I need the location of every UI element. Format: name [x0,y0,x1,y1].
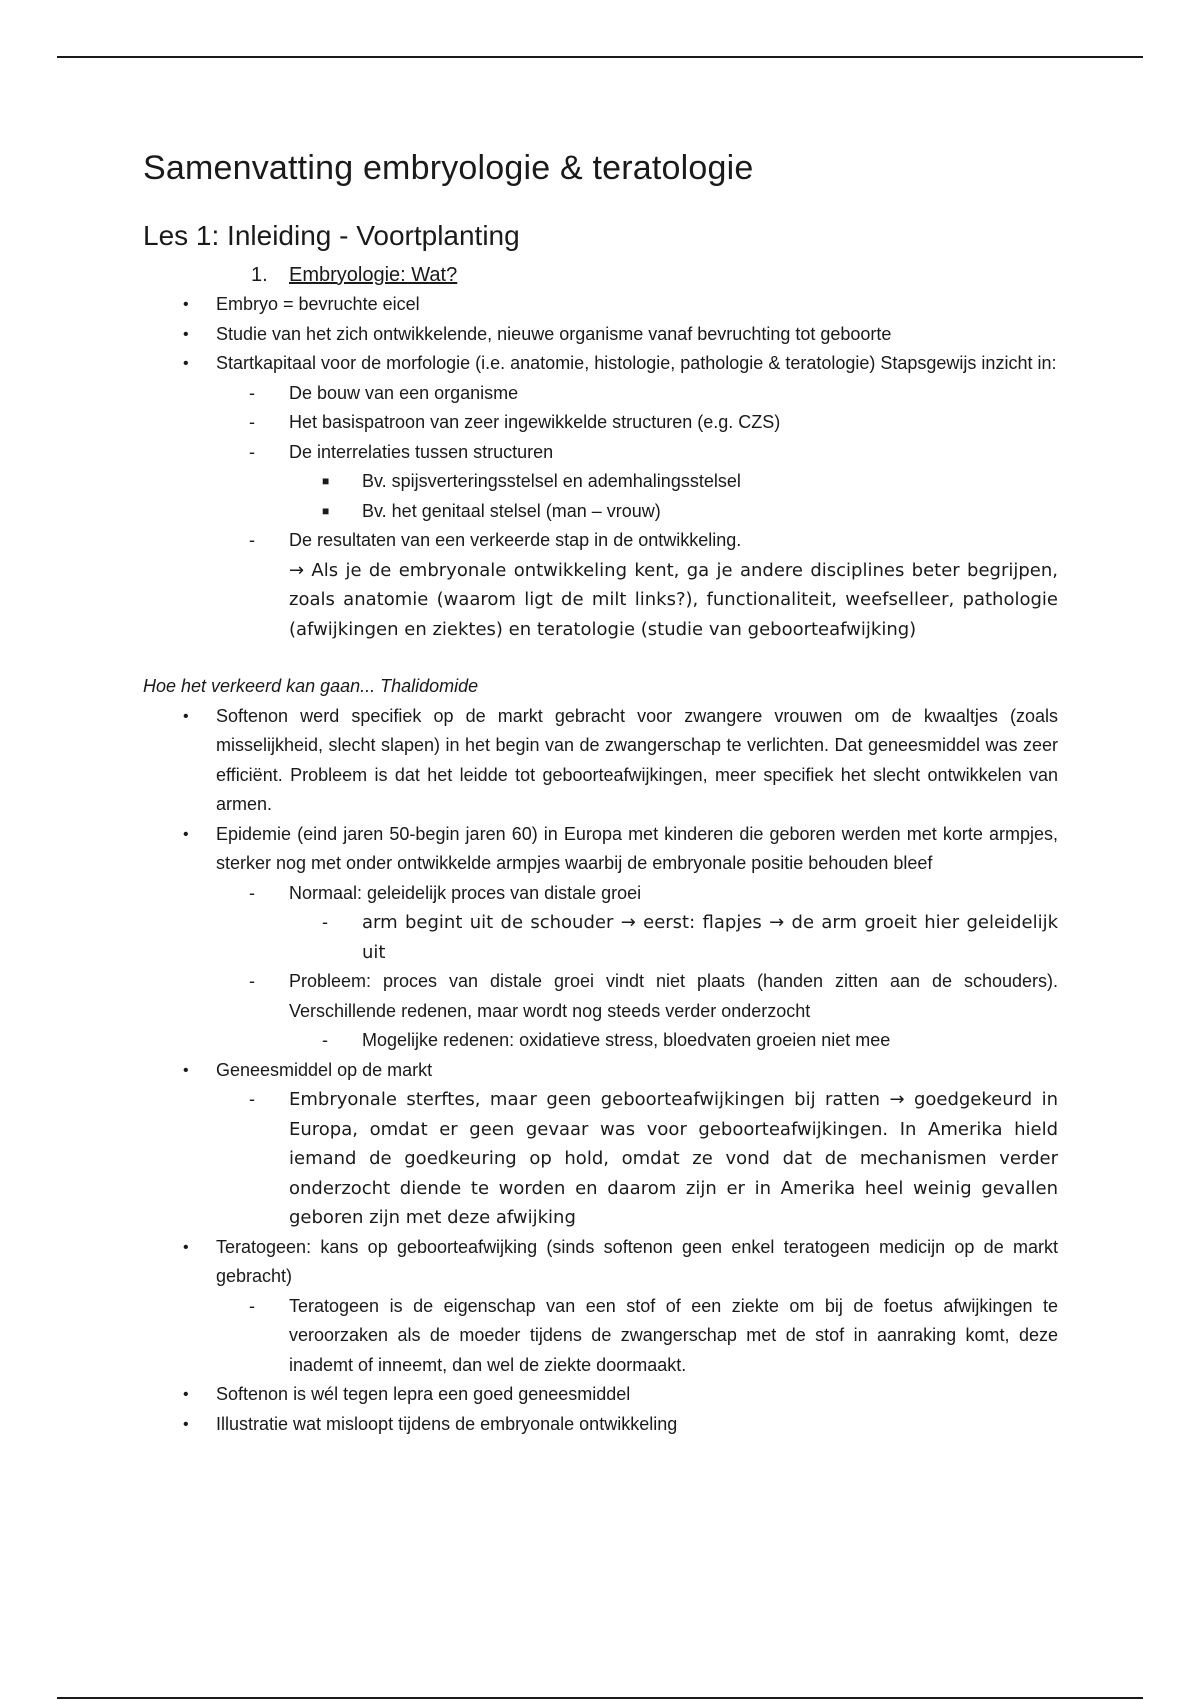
dash-marker: - [249,1089,255,1109]
sub-sub-list [289,467,1058,526]
sub-item-text: Normaal: geleidelijk proces van distale groei [289,882,642,903]
list-item-text: Teratogeen: kans op geboorteafwijking (sinds softenon geen enkel teratogeen medicijn op de markt gebracht) [216,1236,1058,1286]
list-item [143,320,1058,350]
sub-item-text: Het basispatroon van zeer ingewikkelde structuren (e.g. CZS) [289,412,781,432]
sub-item [216,438,1058,527]
bullet-marker: • [183,825,189,843]
section-heading-1 [251,260,1058,290]
sub-sub-item [289,497,1058,527]
bullet-marker: • [183,1415,189,1433]
dash-marker: - [322,912,328,932]
bullet-marker: • [183,1238,189,1256]
sub-sub-item-text: Bv. het genitaal stelsel (man – vrouw) [362,500,661,521]
list-item-text: Studie van het zich ontwikkelende, nieuwe organisme vanaf bevruchting tot geboorte [216,323,892,344]
dash-marker: - [322,1030,328,1050]
section-title: Embryologie: Wat? [289,264,458,286]
footer-rule [57,1697,1143,1699]
sub-sub-item-text: Mogelijke redenen: oxidatieve stress, bloedvaten groeien niet mee [362,1030,891,1050]
sub-item-text: De resultaten van een verkeerde stap in de ontwikkeling. [289,530,742,550]
list-item-text: Geneesmiddel op de markt [216,1059,433,1080]
list-item [143,1233,1058,1381]
dash-marker: - [249,441,255,462]
list-item [143,1056,1058,1233]
list-item [143,702,1058,820]
dash-marker: - [249,412,255,432]
sub-sub-item [289,908,1058,967]
bullet-marker: • [183,707,189,725]
section-number: 1. [251,264,268,286]
square-marker: ■ [322,503,330,518]
sub-item [216,1292,1058,1381]
sub-list [216,379,1058,645]
sub-sub-item-text: Bv. spijsverteringsstelsel en ademhalingsstelsel [362,471,741,491]
dash-marker: - [249,382,255,403]
bullet-marker: • [183,296,189,313]
document-body [143,140,1058,1439]
sub-list [216,1085,1058,1233]
sub-list [216,879,1058,1056]
list-item-text: Softenon werd specifiek op de markt gebracht voor zwangere vrouwen om de kwaaltjes (zoals misselijkheid, slecht slapen) in het begin van de zwangerschap te verlichten. Dat geneesmiddel was zeer efficiënt. Probleem is dat het leidde tot geboorteafwijkingen, meer specifiek het slecht ontwikkelen van armen. [216,705,1058,814]
arrow-note: → Als je de embryonale ontwikkeling kent, ga je andere disciplines beter begrijpen, zoals anatomie (waarom ligt de milt links?), functionaliteit, weefselleer, pathologie (afwijkingen en ziektes) en teratologie (studie van geboorteafwijking) [289,559,1058,640]
dash-marker: - [249,530,255,550]
list-item-text: Illustratie wat misloopt tijdens de embryonale ontwikkeling [216,1413,678,1434]
sub-item [216,408,1058,438]
sub-sub-item [289,467,1058,497]
document-title: Samenvatting embryologie & teratologie [143,149,754,187]
list-item [143,290,1058,320]
lesson-heading: Les 1: Inleiding - Voortplanting [143,220,520,251]
sub-sub-list [289,1026,1058,1056]
bullet-marker: • [183,325,189,343]
sub-item [216,879,1058,968]
sub-item-text: Embryonale sterftes, maar geen geboorteafwijkingen bij ratten → goedgekeurd in Europa, omdat er geen gevaar was voor geboorteafwijkingen. In Amerika hield iemand de goedkeuring op hold, omdat ze vond dat de mechanismen verder onderzocht diende te worden en daarom zijn er in Amerika heel weinig gevallen geboren zijn met deze afwijking [289,1089,1058,1228]
list-item [143,1380,1058,1410]
sub-sub-item [289,1026,1058,1056]
list-item-text: Startkapitaal voor de morfologie (i.e. anatomie, histologie, pathologie & teratologie) Stapsgewijs inzicht in: [216,353,1057,373]
bullet-list-1 [143,290,1058,644]
square-marker: ■ [322,474,330,488]
sub-item [216,1085,1058,1233]
bullet-marker: • [183,355,189,372]
list-item-text: Epidemie (eind jaren 50-begin jaren 60) in Europa met kinderen die geboren werden met korte armpjes, sterker nog met onder ontwikkelde armpjes waarbij de embryonale positie behouden bleef [216,823,1058,873]
sub-list [216,1292,1058,1381]
header-rule [57,56,1143,58]
bullet-marker: • [183,1386,189,1403]
list-item [143,1410,1058,1440]
list-item [143,349,1058,644]
list-item-text: Softenon is wél tegen lepra een goed geneesmiddel [216,1384,631,1404]
list-item [143,820,1058,1056]
sub-item-text: Probleem: proces van distale groei vindt niet plaats (handen zitten aan de schouders). Verschillende redenen, maar wordt nog steeds verder onderzocht [289,971,1058,1021]
sub-sub-list [289,908,1058,967]
dash-marker: - [249,971,255,991]
thalidomide-heading: Hoe het verkeerd kan gaan... Thalidomide [143,676,479,696]
sub-item-text: Teratogeen is de eigenschap van een stof of een ziekte om bij de foetus afwijkingen te veroorzaken als de moeder tijdens de zwangerschap met de stof in aanraking komt, deze inademt of inneemt, dan wel de ziekte doormaakt. [289,1295,1058,1375]
sub-item-text: De bouw van een organisme [289,382,519,403]
bullet-list-2 [143,702,1058,1440]
sub-item [216,967,1058,1056]
sub-item [216,379,1058,409]
dash-marker: - [249,882,255,903]
dash-marker: - [249,1295,255,1316]
sub-sub-item-text: arm begint uit de schouder → eerst: flapjes → de arm groeit hier geleidelijk uit [362,912,1058,963]
sub-item [216,526,1058,644]
sub-item-text: De interrelaties tussen structuren [289,441,554,462]
bullet-marker: • [183,1061,189,1079]
list-item-text: Embryo = bevruchte eicel [216,294,420,314]
